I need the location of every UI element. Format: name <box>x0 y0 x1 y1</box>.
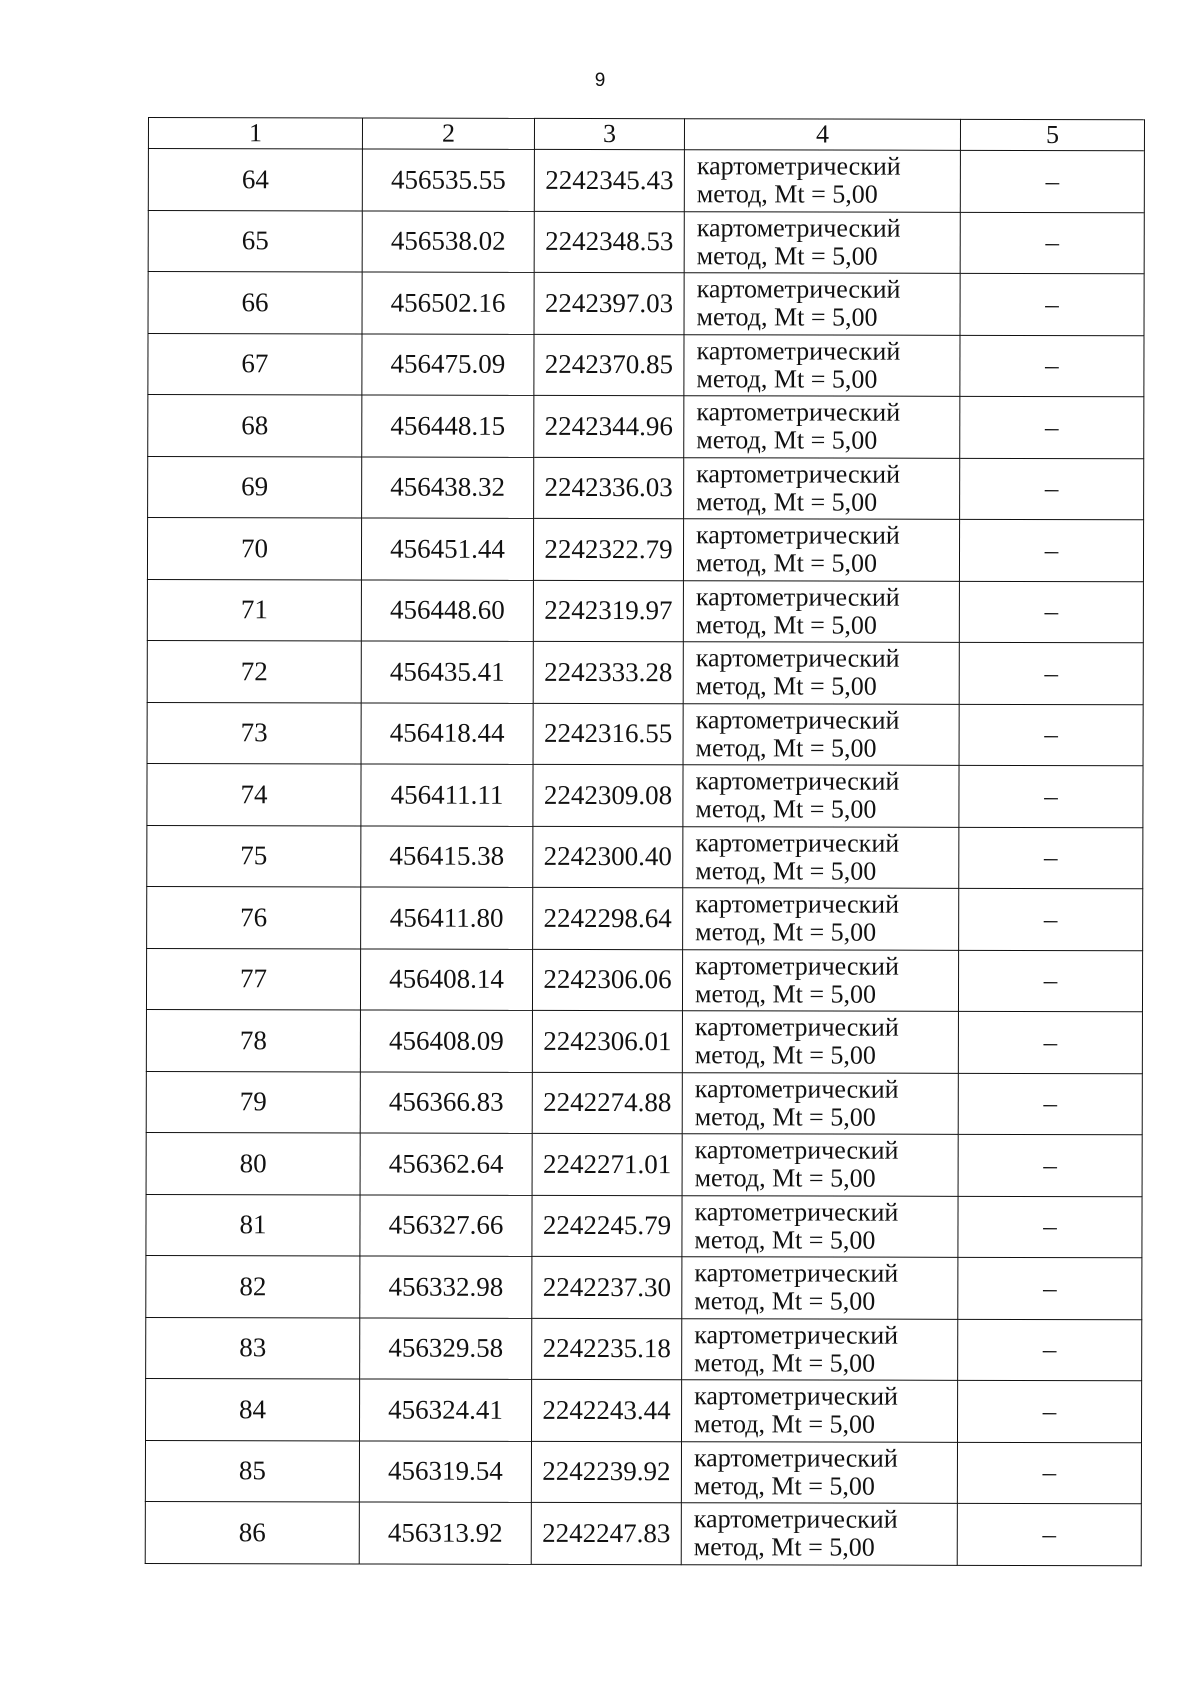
y-coordinate-cell: 2242237.30 <box>532 1256 682 1318</box>
method-cell <box>683 703 959 765</box>
y-coordinate-cell: 2242306.01 <box>532 1010 682 1072</box>
x-coordinate-cell: 456329.58 <box>360 1317 532 1379</box>
method-line-1: картометрический <box>695 581 900 612</box>
x-coordinate-cell: 456538.02 <box>362 210 534 272</box>
note-cell: – <box>960 150 1144 212</box>
table-row <box>147 702 1143 766</box>
table-row <box>147 640 1143 704</box>
point-number-cell: 83 <box>146 1317 360 1379</box>
method-line-1: картометрический <box>693 1504 898 1534</box>
note-cell: – <box>957 1503 1141 1565</box>
x-coordinate-cell: 456451.44 <box>361 518 533 580</box>
method-line-2: метод, Mt = 5,00 <box>696 425 878 455</box>
note-cell: – <box>958 1257 1142 1319</box>
note-cell: – <box>959 581 1143 643</box>
point-number-cell: 69 <box>148 456 362 518</box>
y-coordinate-cell: 2242239.92 <box>531 1441 681 1503</box>
x-coordinate-cell: 456435.41 <box>361 641 533 703</box>
table-row <box>146 1317 1142 1381</box>
point-number-cell: 80 <box>146 1132 360 1194</box>
method-cell <box>682 1134 958 1196</box>
point-number-cell: 79 <box>146 1071 360 1133</box>
x-coordinate-cell: 456408.14 <box>360 948 532 1010</box>
table-row <box>147 825 1143 889</box>
point-number-cell: 64 <box>148 149 362 211</box>
point-number-cell: 84 <box>145 1378 359 1440</box>
y-coordinate-cell: 2242306.06 <box>532 949 682 1011</box>
method-line-1: картометрический <box>695 827 900 858</box>
method-line-2: метод, Mt = 5,00 <box>694 1347 876 1378</box>
method-line-2: метод, Mt = 5,00 <box>696 240 878 271</box>
table-row <box>146 1071 1142 1135</box>
point-number-cell: 81 <box>146 1194 360 1256</box>
method-line-1: картометрический <box>695 766 900 796</box>
note-cell: – <box>958 950 1142 1012</box>
table-row <box>147 518 1143 582</box>
x-coordinate-cell: 456448.15 <box>362 395 534 457</box>
table-row <box>147 763 1143 827</box>
point-number-cell: 72 <box>147 640 361 702</box>
x-coordinate-cell: 456313.92 <box>359 1502 531 1564</box>
method-line-1: картометрический <box>696 151 901 181</box>
method-cell <box>681 1380 957 1442</box>
method-line-1: картометрический <box>694 1196 899 1227</box>
x-coordinate-cell: 456366.83 <box>360 1071 532 1133</box>
x-coordinate-cell: 456475.09 <box>362 333 534 395</box>
y-coordinate-cell: 2242245.79 <box>532 1195 682 1257</box>
method-line-1: картометрический <box>694 1319 899 1350</box>
method-cell <box>681 1503 957 1565</box>
table-row <box>146 1194 1142 1258</box>
x-coordinate-cell: 456324.41 <box>359 1379 531 1441</box>
header-col-1: 1 <box>148 118 362 149</box>
table-row <box>147 579 1143 643</box>
method-cell <box>684 150 960 212</box>
x-coordinate-cell: 456362.64 <box>360 1133 532 1195</box>
point-number-cell: 74 <box>147 763 361 825</box>
point-number-cell: 76 <box>147 886 361 948</box>
point-number-cell: 85 <box>145 1440 359 1502</box>
method-cell <box>684 211 960 273</box>
point-number-cell: 73 <box>147 702 361 764</box>
note-cell: – <box>957 1380 1141 1442</box>
method-cell <box>682 1257 958 1319</box>
note-cell: – <box>958 1319 1142 1381</box>
method-cell <box>683 519 959 581</box>
x-coordinate-cell: 456411.80 <box>361 887 533 949</box>
method-line-2: метод, Mt = 5,00 <box>694 1409 876 1439</box>
method-line-1: картометрический <box>695 889 900 919</box>
y-coordinate-cell: 2242235.18 <box>532 1318 682 1380</box>
note-cell: – <box>958 1134 1142 1196</box>
header-row <box>148 118 1144 151</box>
y-coordinate-cell: 2242348.53 <box>534 211 684 273</box>
table-row <box>146 1132 1142 1196</box>
table-row <box>148 272 1144 336</box>
method-line-2: метод, Mt = 5,00 <box>695 609 877 640</box>
method-line-1: картометрический <box>696 520 900 550</box>
note-cell: – <box>958 1196 1142 1258</box>
method-line-1: картометрический <box>694 1012 899 1042</box>
note-cell: – <box>957 1442 1141 1504</box>
table-row <box>145 1501 1141 1565</box>
note-cell: – <box>959 765 1143 827</box>
note-cell: – <box>959 642 1143 704</box>
method-cell <box>684 334 960 396</box>
method-line-1: картометрический <box>696 458 901 489</box>
method-cell <box>682 949 958 1011</box>
table-row <box>145 1440 1141 1504</box>
method-line-2: метод, Mt = 5,00 <box>693 1470 875 1501</box>
x-coordinate-cell: 456438.32 <box>362 456 534 518</box>
x-coordinate-cell: 456332.98 <box>360 1256 532 1318</box>
method-line-1: картометрический <box>695 950 899 981</box>
point-number-cell: 67 <box>148 333 362 395</box>
header-col-3: 3 <box>534 118 684 149</box>
method-cell <box>684 396 960 458</box>
note-cell: – <box>960 396 1144 458</box>
point-number-cell: 86 <box>145 1501 359 1563</box>
method-line-2: метод, Mt = 5,00 <box>695 548 878 578</box>
x-coordinate-cell: 456418.44 <box>361 702 533 764</box>
method-line-1: картометрический <box>696 335 901 366</box>
method-line-2: метод, Mt = 5,00 <box>696 363 878 394</box>
note-cell: – <box>959 519 1143 581</box>
method-line-1: картометрический <box>693 1442 898 1473</box>
method-line-2: метод, Mt = 5,00 <box>695 732 877 763</box>
method-line-1: картометрический <box>694 1135 899 1165</box>
page-number: 9 <box>594 70 606 91</box>
method-line-2: метод, Mt = 5,00 <box>695 855 877 886</box>
method-line-1: картометрический <box>696 274 901 304</box>
method-line-2: метод, Mt = 5,00 <box>694 1224 876 1255</box>
method-line-2: метод, Mt = 5,00 <box>696 179 878 209</box>
method-cell <box>682 1195 958 1257</box>
header-col-4: 4 <box>684 119 960 151</box>
point-number-cell: 82 <box>146 1255 360 1317</box>
header-col-2: 2 <box>362 118 534 149</box>
table-row <box>148 210 1144 274</box>
note-cell: – <box>960 458 1144 520</box>
method-cell <box>684 457 960 519</box>
point-number-cell: 78 <box>146 1009 360 1071</box>
method-line-2: метод, Mt = 5,00 <box>694 1286 876 1316</box>
method-cell <box>683 826 959 888</box>
x-coordinate-cell: 456327.66 <box>360 1194 532 1256</box>
coordinates-table <box>145 117 1145 1566</box>
y-coordinate-cell: 2242322.79 <box>533 518 683 580</box>
y-coordinate-cell: 2242336.03 <box>534 457 684 519</box>
method-line-1: картометрический <box>695 704 900 735</box>
x-coordinate-cell: 456415.38 <box>361 825 533 887</box>
note-cell: – <box>959 888 1143 950</box>
table-row <box>147 886 1143 950</box>
table-header <box>148 118 1144 151</box>
method-cell <box>684 273 960 335</box>
method-line-1: картометрический <box>696 397 901 427</box>
method-line-2: метод, Mt = 5,00 <box>696 486 878 517</box>
table-row <box>148 333 1144 397</box>
point-number-cell: 65 <box>148 210 362 272</box>
y-coordinate-cell: 2242344.96 <box>534 395 684 457</box>
y-coordinate-cell: 2242345.43 <box>534 149 684 211</box>
note-cell: – <box>960 273 1144 335</box>
y-coordinate-cell: 2242243.44 <box>531 1379 681 1441</box>
table-body <box>145 149 1144 1566</box>
table-row <box>148 149 1144 213</box>
point-number-cell: 71 <box>147 579 361 641</box>
table-row <box>146 948 1142 1012</box>
point-number-cell: 66 <box>148 272 362 334</box>
method-line-1: картометрический <box>694 1073 899 1104</box>
x-coordinate-cell: 456535.55 <box>362 149 534 211</box>
y-coordinate-cell: 2242370.85 <box>534 334 684 396</box>
method-line-1: картометрический <box>694 1381 898 1411</box>
method-line-2: метод, Mt = 5,00 <box>695 671 877 701</box>
method-cell <box>681 1441 957 1503</box>
method-cell <box>683 765 959 827</box>
method-line-2: метод, Mt = 5,00 <box>695 917 877 947</box>
method-line-2: метод, Mt = 5,00 <box>694 978 877 1009</box>
table-row <box>146 1009 1142 1073</box>
y-coordinate-cell: 2242316.55 <box>533 703 683 765</box>
note-cell: – <box>958 1073 1142 1135</box>
y-coordinate-cell: 2242333.28 <box>533 641 683 703</box>
note-cell: – <box>958 1011 1142 1073</box>
table-row <box>146 1255 1142 1319</box>
method-line-2: метод, Mt = 5,00 <box>695 794 877 824</box>
method-line-1: картометрический <box>695 643 900 673</box>
header-col-5: 5 <box>960 119 1144 150</box>
y-coordinate-cell: 2242271.01 <box>532 1133 682 1195</box>
note-cell: – <box>959 827 1143 889</box>
method-cell <box>683 888 959 950</box>
y-coordinate-cell: 2242319.97 <box>533 580 683 642</box>
y-coordinate-cell: 2242247.83 <box>531 1502 681 1564</box>
point-number-cell: 75 <box>147 825 361 887</box>
point-number-cell: 68 <box>148 395 362 457</box>
x-coordinate-cell: 456319.54 <box>359 1440 531 1502</box>
method-line-2: метод, Mt = 5,00 <box>696 302 878 332</box>
method-cell <box>682 1318 958 1380</box>
method-line-1: картометрический <box>694 1258 899 1288</box>
x-coordinate-cell: 456448.60 <box>361 579 533 641</box>
method-cell <box>682 1011 958 1073</box>
x-coordinate-cell: 456411.11 <box>361 764 533 826</box>
note-cell: – <box>960 335 1144 397</box>
method-cell <box>682 1072 958 1134</box>
y-coordinate-cell: 2242397.03 <box>534 272 684 334</box>
method-line-2: метод, Mt = 5,00 <box>694 1040 876 1070</box>
method-line-2: метод, Mt = 5,00 <box>693 1532 875 1562</box>
note-cell: – <box>960 212 1144 274</box>
table-row <box>145 1378 1141 1442</box>
y-coordinate-cell: 2242309.08 <box>533 764 683 826</box>
method-line-2: метод, Mt = 5,00 <box>694 1163 876 1193</box>
point-number-cell: 77 <box>146 948 360 1010</box>
method-line-2: метод, Mt = 5,00 <box>694 1101 876 1132</box>
note-cell: – <box>959 704 1143 766</box>
table-row <box>148 456 1144 520</box>
y-coordinate-cell: 2242300.40 <box>533 826 683 888</box>
y-coordinate-cell: 2242274.88 <box>532 1072 682 1134</box>
method-line-1: картометрический <box>696 212 901 243</box>
point-number-cell: 70 <box>147 518 361 580</box>
x-coordinate-cell: 456408.09 <box>360 1010 532 1072</box>
y-coordinate-cell: 2242298.64 <box>533 887 683 949</box>
method-cell <box>683 642 959 704</box>
x-coordinate-cell: 456502.16 <box>362 272 534 334</box>
table-row <box>148 395 1144 459</box>
method-cell <box>683 580 959 642</box>
